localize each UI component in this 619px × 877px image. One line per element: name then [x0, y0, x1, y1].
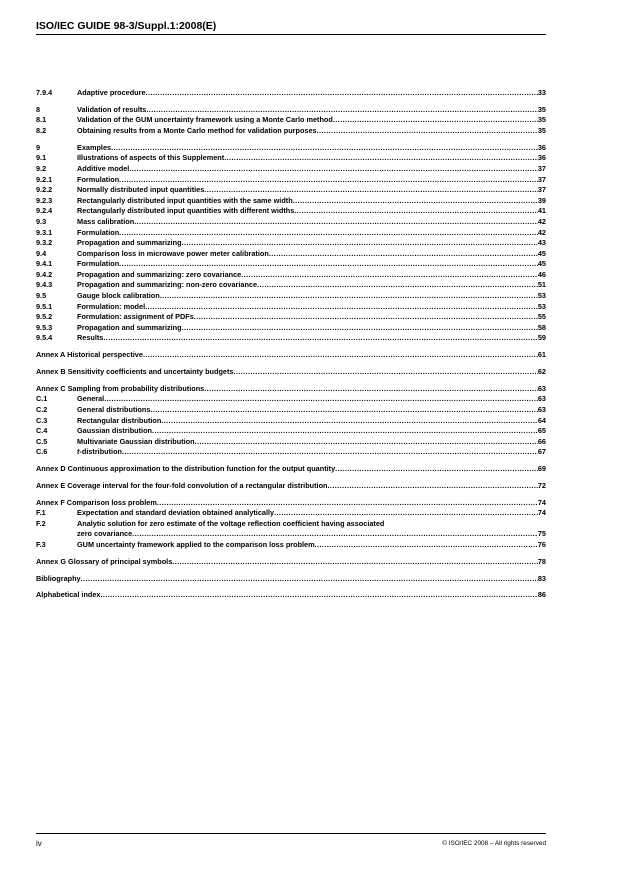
toc-entry[interactable]: [36, 185, 546, 196]
toc-entry-number: 9.5: [36, 291, 47, 301]
toc-entry[interactable]: [36, 217, 546, 228]
toc-entry-number: C.3: [36, 415, 48, 425]
toc-entry-title: Propagation and summarizing: zero covariance: [77, 269, 242, 279]
toc-entry-title: Propagation and summarizing: [77, 322, 182, 332]
toc-entry-number: 9.5.3: [36, 322, 53, 332]
toc-entry[interactable]: [36, 350, 546, 361]
toc-entry-title: Rectangular distribution: [77, 415, 162, 425]
toc-leader-dots: [152, 426, 538, 437]
toc-entry-number: 9.3.2: [36, 238, 53, 248]
toc-leader-dots: [194, 312, 538, 323]
toc-entry[interactable]: [36, 249, 546, 260]
toc-leader-dots: [384, 519, 546, 530]
toc-entry-page: 72: [537, 480, 546, 490]
toc-entry-number: 8.2: [36, 125, 47, 135]
toc-entry-title: zero covariance: [77, 529, 133, 539]
toc-leader-dots: [317, 126, 538, 137]
toc-leader-dots: [100, 590, 537, 601]
toc-leader-dots: [204, 384, 538, 395]
header-divider: [36, 34, 546, 35]
toc-entry-number: C.4: [36, 426, 48, 436]
toc-entry-title: Annex B Sensitivity coefficients and uncertainty budgets: [36, 367, 234, 376]
toc-entry-number: C.1: [36, 394, 48, 404]
toc-entry-number: 7.9.4: [36, 88, 53, 97]
toc-entry-number: 9.2.3: [36, 195, 53, 205]
toc-entry[interactable]: [36, 574, 546, 585]
toc-entry[interactable]: [36, 557, 546, 568]
toc-entry-page: 83: [537, 573, 546, 583]
toc-entry-title: Mass calibration: [77, 216, 135, 226]
toc-entry-title: Formulation: [77, 174, 120, 184]
toc-entry[interactable]: [36, 126, 546, 137]
toc-entry-number: C.2: [36, 404, 48, 414]
toc-entry-page: 46: [537, 269, 546, 279]
toc-entry[interactable]: [36, 206, 546, 217]
toc-entry-title: Annex C Sampling from probability distributions: [36, 383, 205, 393]
toc-entry-title: Bibliography: [36, 573, 81, 583]
toc-leader-dots: [172, 557, 538, 568]
toc-entry-number: 9.3.1: [36, 227, 53, 237]
toc-entry-page: 86: [537, 590, 546, 600]
toc-leader-dots: [315, 540, 538, 551]
toc-entry-title: Formulation: model: [77, 301, 146, 311]
toc-entry-number: C.5: [36, 436, 48, 446]
toc-entry[interactable]: [36, 529, 546, 540]
toc-entry-page: 61: [537, 350, 546, 360]
toc-entry[interactable]: [36, 175, 546, 186]
toc-entry-title: Additive model: [77, 163, 130, 173]
toc-entry[interactable]: [36, 384, 546, 395]
toc-entry-title: Formulation: [77, 259, 120, 269]
toc-leader-dots: [146, 105, 538, 116]
toc-entry-number: 8: [36, 104, 41, 114]
toc-entry-page: 63: [537, 404, 546, 414]
toc-leader-dots: [161, 416, 538, 427]
toc-leader-dots: [129, 164, 538, 175]
toc-leader-dots: [160, 291, 538, 302]
toc-leader-dots: [150, 405, 537, 416]
toc-entry-page: 51: [537, 280, 546, 290]
toc-entry[interactable]: [36, 508, 546, 519]
toc-leader-dots: [257, 280, 538, 291]
toc-entry-title: Annex A Historical perspective: [36, 350, 143, 360]
toc-entry-page: 74: [537, 497, 546, 507]
toc-leader-dots: [134, 217, 538, 228]
toc-entry[interactable]: [36, 590, 546, 601]
toc-entry[interactable]: [36, 291, 546, 302]
toc-entry-page: 63: [537, 394, 546, 404]
toc-entry[interactable]: [36, 437, 546, 448]
toc-entry-page: 42: [537, 227, 546, 237]
toc-entry-title: Validation of results: [77, 104, 147, 114]
toc-entry-title: Examples: [77, 142, 112, 152]
toc-entry-title: Annex D Continuous approximation to the distribution function for the output quantity: [36, 464, 336, 474]
toc-entry-number: F.2: [36, 518, 46, 528]
toc-leader-dots: [146, 88, 538, 99]
toc-entry-title: Formulation: assignment of PDFs: [77, 312, 194, 322]
toc-entry-title: Obtaining results from a Monte Carlo method for validation purposes: [77, 125, 317, 135]
toc-entry-number: F.1: [36, 508, 46, 518]
toc-leader-dots: [274, 508, 538, 519]
toc-entry[interactable]: [36, 394, 546, 405]
toc-entry-page: 78: [537, 556, 546, 566]
toc-entry-number: 9.2.1: [36, 174, 53, 184]
toc-entry-page: 55: [537, 312, 546, 322]
toc-entry-title: t-distribution: [77, 447, 122, 457]
toc-entry-title: General distributions: [77, 404, 151, 414]
toc-entry[interactable]: [36, 228, 546, 239]
toc-entry-title: Rectangularly distributed input quantities with different widths: [77, 206, 295, 216]
toc-entry-title: Propagation and summarizing: [77, 238, 182, 248]
toc-entry-page: 53: [537, 291, 546, 301]
toc-leader-dots: [119, 259, 538, 270]
toc-leader-dots: [204, 185, 538, 196]
toc-entry-number: 9.4.2: [36, 269, 53, 279]
toc-entry-number: 9: [36, 142, 41, 152]
toc-entry[interactable]: [36, 143, 546, 154]
toc-entry-title: Validation of the GUM uncertainty framework using a Monte Carlo method: [77, 115, 333, 125]
toc-entry-page: 67: [537, 447, 546, 457]
toc-entry-page: 39: [537, 195, 546, 205]
toc-leader-dots: [103, 333, 538, 344]
toc-entry-page: 75: [537, 529, 546, 539]
toc-entry[interactable]: [36, 405, 546, 416]
toc-entry-title: Results: [77, 333, 104, 343]
toc-entry[interactable]: [36, 115, 546, 126]
toc-entry[interactable]: [36, 540, 546, 551]
toc-leader-dots: [182, 238, 538, 249]
toc-entry-page: 53: [537, 301, 546, 311]
toc-entry-page: 37: [537, 185, 546, 195]
toc-entry-title: Propagation and summarizing: non-zero covariance: [77, 280, 258, 290]
toc-entry-number: 9.5.1: [36, 301, 53, 311]
toc-leader-dots: [333, 115, 538, 126]
toc-entry-title: Annex E Coverage interval for the four-fold convolution of a rectangular distribution: [36, 480, 328, 490]
toc-entry[interactable]: [36, 164, 546, 175]
toc-entry-number: 9.2: [36, 163, 47, 173]
toc-leader-dots: [132, 529, 538, 540]
toc-leader-dots: [122, 447, 538, 458]
toc-leader-dots: [328, 481, 538, 492]
toc-entry[interactable]: [36, 153, 546, 164]
toc-leader-dots: [335, 464, 538, 475]
toc-entry-title: Multivariate Gaussian distribution: [77, 436, 195, 446]
toc-entry-number: 9.3: [36, 216, 47, 226]
toc-leader-dots: [119, 228, 538, 239]
toc-entry-page: 74: [537, 508, 546, 518]
toc-leader-dots: [81, 574, 538, 585]
toc-entry[interactable]: [36, 105, 546, 116]
toc-leader-dots: [111, 143, 538, 154]
toc-entry-title: Adaptive procedure: [77, 88, 146, 97]
toc-entry[interactable]: [36, 481, 546, 492]
footer-divider: [36, 833, 546, 834]
toc-entry-title: GUM uncertainty framework applied to the comparison loss problem: [77, 540, 315, 550]
toc-entry-title: Formulation: [77, 227, 120, 237]
table-of-contents: [36, 88, 546, 601]
toc-entry[interactable]: [36, 464, 546, 475]
toc-entry[interactable]: [36, 280, 546, 291]
toc-entry-page: 64: [537, 415, 546, 425]
toc-entry-page: 45: [537, 248, 546, 258]
toc-entry[interactable]: [36, 426, 546, 437]
toc-entry-title: Expectation and standard deviation obtained analytically: [77, 508, 275, 518]
toc-entry-page: 59: [537, 333, 546, 343]
toc-entry-page: 63: [537, 383, 546, 393]
toc-entry-title: Annex F Comparison loss problem: [36, 497, 157, 507]
toc-entry-page: 45: [537, 259, 546, 269]
toc-entry-page: 62: [537, 367, 546, 376]
toc-entry-title: Analytic solution for zero estimate of the voltage reflection coefficient having associated: [77, 518, 385, 528]
toc-leader-dots: [157, 498, 538, 509]
toc-entry[interactable]: [36, 519, 546, 530]
toc-entry[interactable]: [36, 498, 546, 509]
toc-entry[interactable]: [36, 88, 546, 99]
toc-entry-page: 76: [537, 540, 546, 550]
toc-entry-page: 35: [537, 104, 546, 114]
toc-leader-dots: [224, 153, 538, 164]
toc-entry-number: 9.2.4: [36, 206, 53, 216]
toc-entry-page: 35: [537, 115, 546, 125]
toc-entry-number: 9.5.2: [36, 312, 53, 322]
toc-entry[interactable]: [36, 447, 546, 458]
toc-entry[interactable]: [36, 323, 546, 334]
toc-entry-title: Gaussian distribution: [77, 426, 153, 436]
toc-leader-dots: [241, 270, 538, 281]
toc-entry-title: Rectangularly distributed input quantities with the same width: [77, 195, 293, 205]
document-header-title: ISO/IEC GUIDE 98-3/Suppl.1:2008(E): [36, 20, 217, 32]
toc-entry[interactable]: [36, 333, 546, 344]
toc-entry-number: 9.2.2: [36, 185, 53, 195]
toc-entry-page: 43: [537, 238, 546, 248]
toc-entry-number: 9.4: [36, 248, 47, 258]
toc-entry-number: F.3: [36, 540, 46, 550]
toc-entry-title: Gauge block calibration: [77, 291, 160, 301]
copyright-notice: © ISO/IEC 2008 – All rights reserved: [442, 840, 546, 847]
toc-leader-dots: [143, 350, 538, 361]
toc-entry-page: 69: [537, 464, 546, 474]
toc-leader-dots: [294, 206, 538, 217]
toc-entry-title: Alphabetical index: [36, 590, 101, 600]
toc-leader-dots: [104, 394, 538, 405]
toc-entry-number: 9.1: [36, 153, 47, 163]
toc-entry-page: 42: [537, 216, 546, 226]
toc-entry-page: 37: [537, 163, 546, 173]
toc-entry-page: 66: [537, 436, 546, 446]
toc-leader-dots: [119, 175, 538, 186]
page-number: iv: [36, 839, 42, 848]
toc-entry-page: 65: [537, 426, 546, 436]
toc-entry-page: 33: [537, 88, 546, 97]
toc-entry[interactable]: [36, 270, 546, 281]
toc-entry-title: Illustrations of aspects of this Supplement: [77, 153, 225, 163]
toc-leader-dots: [269, 249, 538, 260]
toc-entry-title: General: [77, 394, 105, 404]
toc-entry[interactable]: [36, 196, 546, 207]
toc-entry[interactable]: [36, 367, 546, 378]
toc-entry-number: C.6: [36, 447, 48, 457]
toc-leader-dots: [182, 323, 538, 334]
toc-entry-number: 9.4.1: [36, 259, 53, 269]
toc-entry-title: Comparison loss in microwave power meter calibration: [77, 248, 269, 258]
toc-entry[interactable]: [36, 259, 546, 270]
toc-leader-dots: [195, 437, 538, 448]
toc-entry-title: Annex G Glossary of principal symbols: [36, 556, 173, 566]
toc-entry-page: 41: [537, 206, 546, 216]
toc-entry-page: 35: [537, 125, 546, 135]
toc-entry-number: 8.1: [36, 115, 47, 125]
toc-entry[interactable]: [36, 302, 546, 313]
toc-entry-number: 9.5.4: [36, 333, 53, 343]
toc-leader-dots: [293, 196, 538, 207]
toc-entry-title: Normally distributed input quantities: [77, 185, 205, 195]
toc-entry[interactable]: [36, 416, 546, 427]
toc-entry[interactable]: [36, 312, 546, 323]
toc-leader-dots: [145, 302, 538, 313]
toc-entry[interactable]: [36, 238, 546, 249]
toc-leader-dots: [233, 367, 537, 378]
toc-entry-page: 37: [537, 174, 546, 184]
toc-entry-page: 36: [537, 142, 546, 152]
toc-entry-page: 36: [537, 153, 546, 163]
toc-entry-number: 9.4.3: [36, 280, 53, 290]
toc-entry-page: 58: [537, 322, 546, 332]
